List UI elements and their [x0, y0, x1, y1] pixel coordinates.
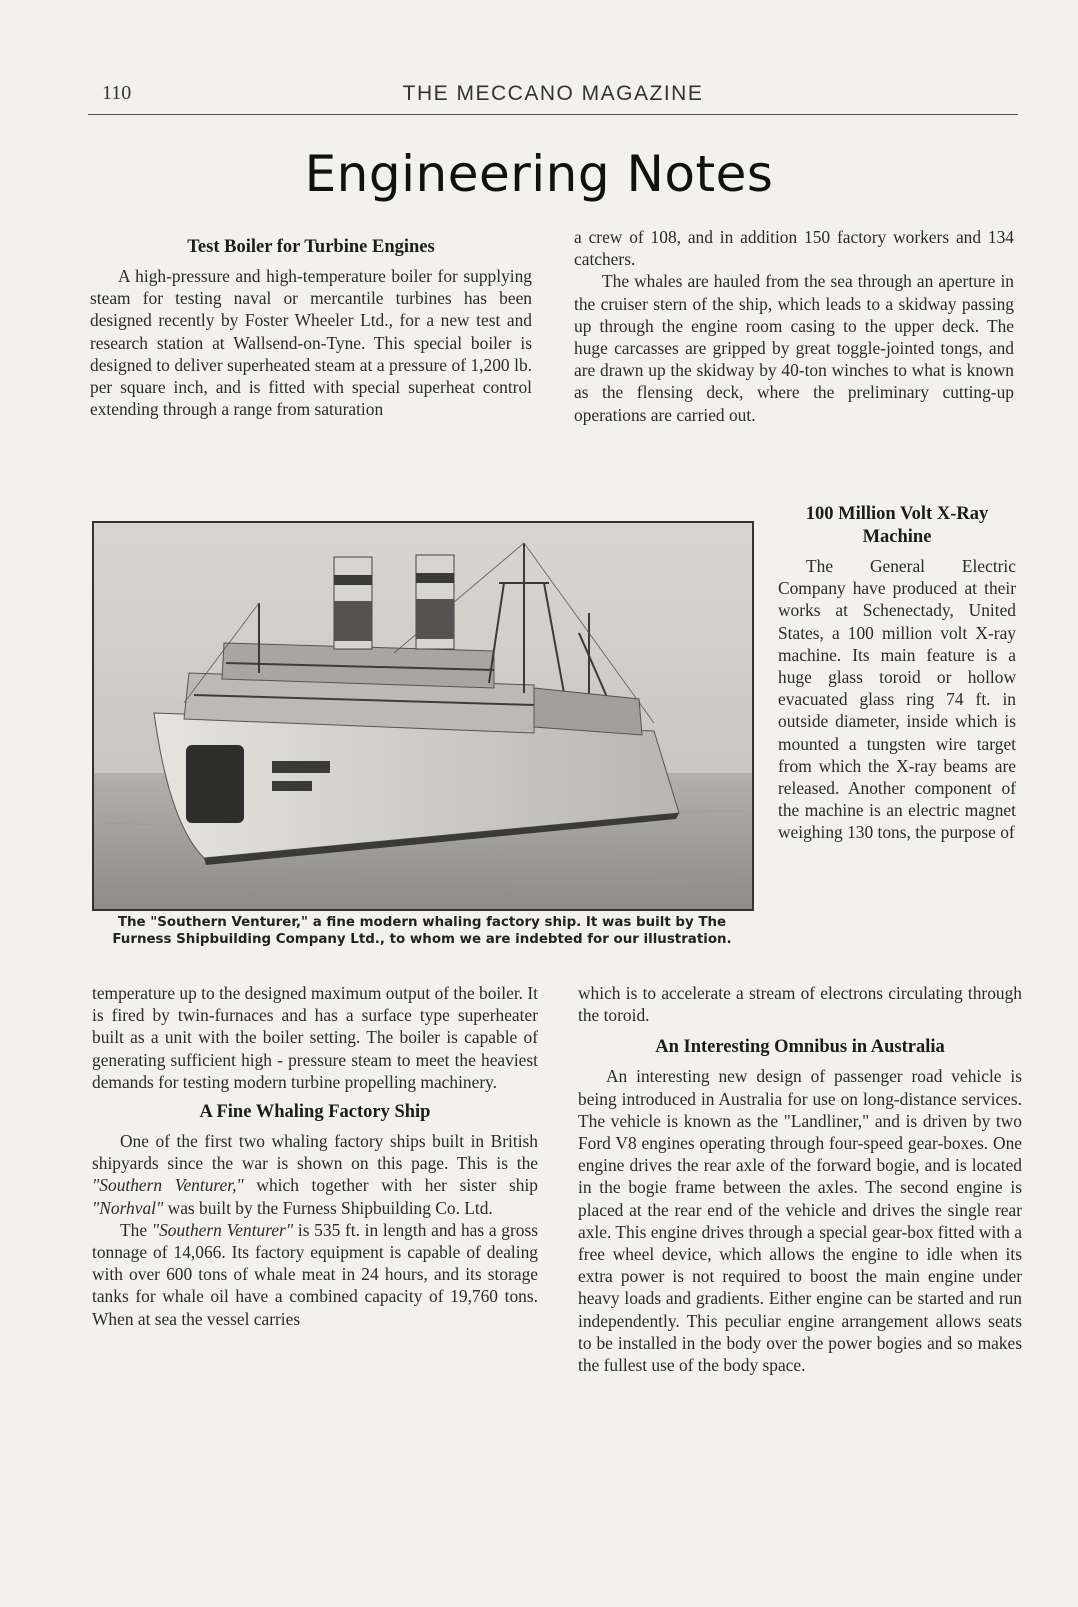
ship-name-southern-venturer: "Southern Venturer": [151, 1219, 294, 1240]
right-narrow-column: [778, 503, 1016, 844]
whaling-paragraph-3: The whales are hauled from the sea through an aperture in the cruiser stern of the ship, which leads to a skidway passing up through the engine room casing to the upper deck. The huge carcasses are gripped by great toggle-jointed tongs, and are drawn up the skidway by 40-ton winches to what is known as the flensing deck, where the preliminary cutting-up operations are carried out.: [574, 271, 1014, 425]
whaling-text: One of the first two whaling factory ships built in British shipyards since the war is shown on this page. This is the: [92, 1131, 538, 1174]
heading-omnibus: An Interesting Omnibus in Australia: [655, 1037, 945, 1058]
page-title: Engineering Notes: [304, 145, 774, 203]
page-number: 110: [102, 82, 132, 104]
ship-photo: [92, 521, 754, 911]
whaling-text: is 535 ft. in length and has a gross tonnage of 14,066. Its factory equipment is capable of dealing with over 600 tons of whale meat in 24 hours, and its storage tanks for whale oil have a combined capacity of 19,760 tons. When at sea the vessel carries: [92, 1219, 538, 1329]
xray-paragraph-continued: which is to accelerate a stream of electrons circulating through the toroid.: [578, 983, 1022, 1026]
photo-caption: The "Southern Venturer," a fine modern whaling factory ship. It was built by The Furness Shipbuilding Company Ltd., to whom we are indebted for our illustration.: [112, 915, 732, 947]
omnibus-paragraph: An interesting new design of passenger road vehicle is being introduced in Australia for use on long-distance services. The vehicle is known as the "Landliner," and is driven by two Ford V8 engines operating through four-speed gear-boxes. One engine drives the rear axle of the forward bogie, and is located in the bogie frame between the axles. The second engine is placed at the rear end of the vehicle and drives the single rear axle. This engine drives through a special gear-box fitted with a free wheel device, which allows the engine to idle when its extra power is not required to boost the main engine under heavy loads and gradients. Either engine can be started and run independently. This peculiar engine arrangement allows seats to be installed in the body over the power bogies and so makes the fullest use of the body space.: [578, 1066, 1022, 1376]
whaling-paragraph-2: [92, 1219, 538, 1330]
test-boiler-paragraph-continued: temperature up to the designed maximum output of the boiler. It is fired by twin-furnaces and has a surface type superheater built as a unit with the boiler setting. The boiler is capable of generating sufficient high - pressure steam to meet the heaviest demands for testing modern turbine propelling machinery.: [92, 983, 538, 1092]
whaling-text: The: [120, 1219, 152, 1240]
heading-test-boiler: Test Boiler for Turbine Engines: [187, 237, 435, 257]
left-column-bottom: [92, 982, 538, 1330]
whaling-paragraph-continued: a crew of 108, and in addition 150 factory workers and 134 catchers.: [574, 227, 1014, 270]
xray-paragraph: The General Electric Company have produced at their works at Schenectady, United States, a 100 million volt X-ray machine. Its main feature is a huge glass toroid or hollow evacuated glass ring 74 ft. in outside diameter, inside which is mounted a tungsten wire target from which the X-ray beams are released. Another component of the machine is an electric magnet weighing 130 tons, the purpose of: [778, 556, 1016, 843]
ship-name-southern-venturer: "Southern Venturer,": [92, 1175, 244, 1196]
test-boiler-paragraph: A high-pressure and high-temperature boiler for supplying steam for testing naval or mercantile turbines has been designed recently by Foster Wheeler Ltd., for a new test and research station at Wallsend-on-Tyne. This special boiler is designed to deliver superheated steam at a pressure of 1,200 lb. per square inch, and is fitted with special superheat control extending through a range from saturation: [90, 266, 532, 420]
whaling-text: which together with her sister ship: [243, 1175, 538, 1196]
heading-xray: 100 Million Volt X-Ray Machine: [805, 504, 989, 547]
whaling-ship-illustration: [94, 523, 752, 909]
magazine-title: THE MECCANO MAGAZINE: [402, 82, 704, 105]
right-column-bottom: [578, 982, 1022, 1376]
whaling-paragraph-1: [92, 1130, 538, 1219]
running-header: [88, 80, 1018, 115]
left-column-top: [90, 236, 532, 420]
ship-name-norhval: "Norhval": [92, 1197, 164, 1218]
heading-whaling: A Fine Whaling Factory Ship: [199, 1102, 431, 1123]
whaling-text: was built by the Furness Shipbuilding Co. Ltd.: [163, 1197, 493, 1218]
right-column-top: [574, 226, 1014, 426]
